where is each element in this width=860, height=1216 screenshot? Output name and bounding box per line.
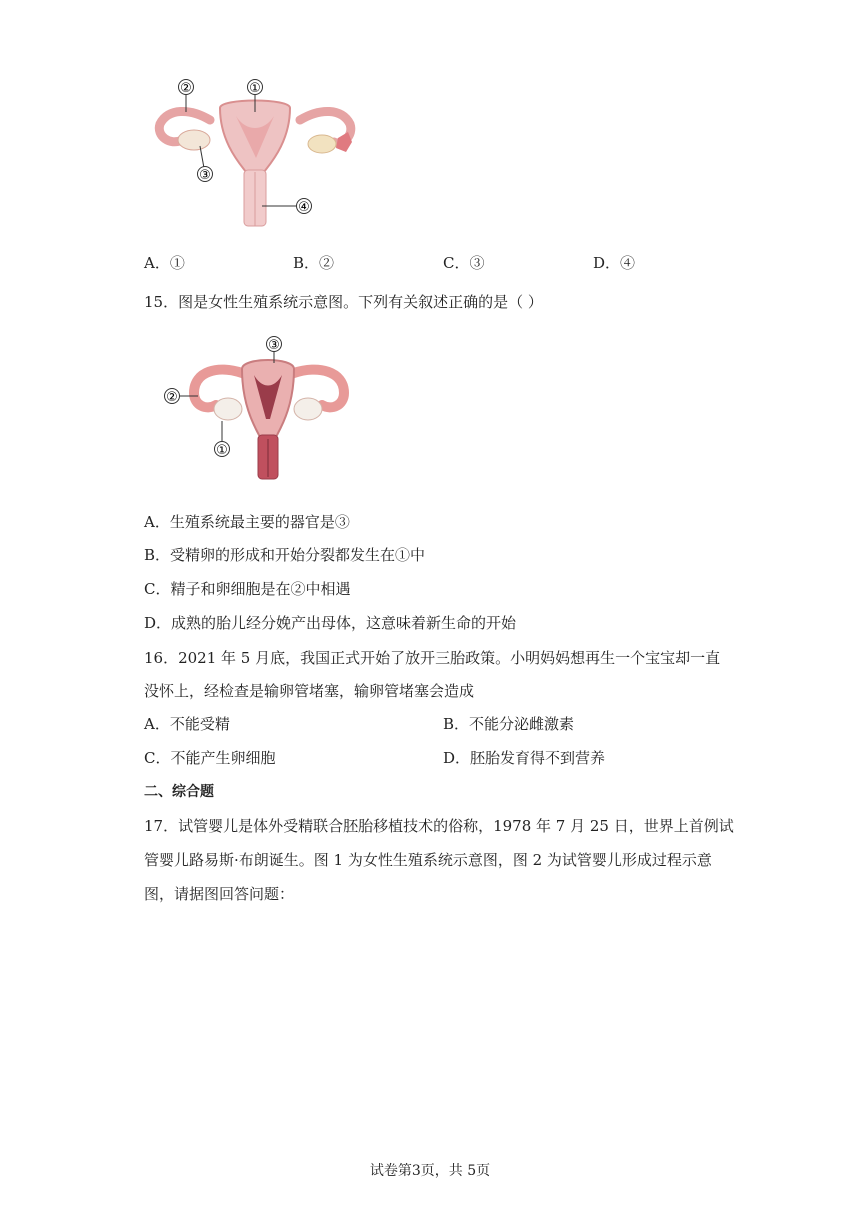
reproductive-system-figure-2	[158, 333, 368, 483]
q15-option-c: C．精子和卵细胞是在②中相遇	[144, 580, 351, 598]
q16-stem-line1: 16．2021 年 5 月底，我国正式开始了放开三胎政策。小明妈妈想再生一个宝宝却一直	[144, 649, 721, 667]
q15-option-a: A．生殖系统最主要的器官是③	[144, 513, 350, 531]
q15-stem: 15．图是女性生殖系统示意图。下列有关叙述正确的是（ ）	[144, 293, 543, 311]
q15-option-b: B．受精卵的形成和开始分裂都发生在①中	[144, 546, 426, 564]
q16-option-c: C．不能产生卵细胞	[144, 749, 276, 767]
q14-option-d: D．④	[593, 254, 636, 272]
figure2-label-3: ③	[268, 338, 280, 353]
figure1-label-4: ④	[298, 200, 310, 215]
figure1-label-1: ①	[249, 81, 261, 96]
q16-stem-line2: 没怀上，经检查是输卵管堵塞，输卵管堵塞会造成	[144, 682, 475, 700]
q16-option-b: B．不能分泌雌激素	[443, 715, 575, 733]
q17-line2: 管婴儿路易斯·布朗诞生。图 1 为女性生殖系统示意图，图 2 为试管婴儿形成过程示意	[144, 851, 712, 869]
q14-option-c: C．③	[443, 254, 485, 272]
figure1-label-3: ③	[199, 168, 211, 183]
q14-option-a: A．①	[144, 254, 185, 272]
figure2-label-2: ②	[166, 390, 178, 405]
figure2-label-1: ①	[216, 443, 228, 458]
figure1-label-2: ②	[180, 81, 192, 96]
reproductive-system-figure-1	[150, 72, 365, 232]
q16-option-d: D．胚胎发育得不到营养	[443, 749, 606, 767]
q16-option-a: A．不能受精	[144, 715, 230, 733]
q14-option-b: B．②	[293, 254, 335, 272]
q15-option-d: D．成熟的胎儿经分娩产出母体，这意味着新生命的开始	[144, 614, 517, 632]
section-heading: 二、综合题	[144, 784, 214, 800]
page-footer: 试卷第3页，共 5页	[369, 1163, 491, 1179]
q17-line1: 17．试管婴儿是体外受精联合胚胎移植技术的俗称，1978 年 7 月 25 日，世界上首例试	[144, 817, 734, 835]
q17-line3: 图，请据图回答问题：	[144, 885, 295, 903]
